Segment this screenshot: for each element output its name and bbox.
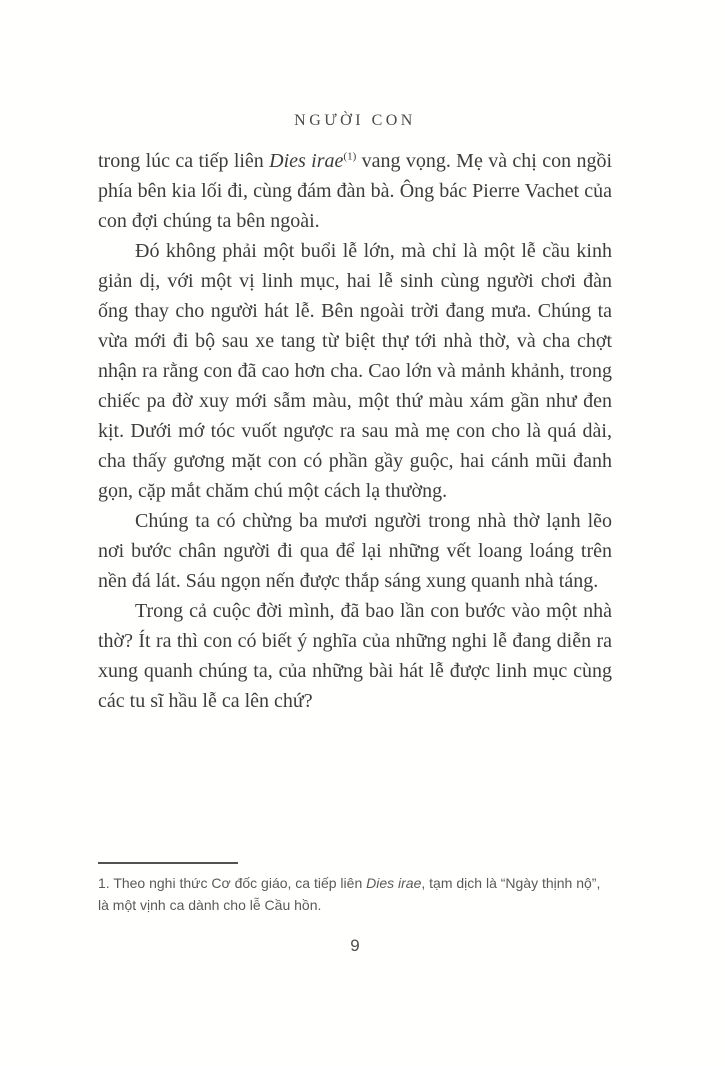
footnote-divider xyxy=(98,862,238,864)
body-text xyxy=(98,146,612,716)
footnote-text xyxy=(98,873,612,916)
paragraph: Đó không phải một buổi lễ lớn, mà chỉ là một lễ cầu kinh giản dị, với một vị linh mục, hai lễ sinh cùng người chơi đàn ống thay cho người hát lễ. Bên ngoài trời đang mưa. Chúng ta vừa mới đi bộ sau xe tang từ biệt thự tới nhà thờ, và cha chợt nhận ra rằng con đã cao hơn cha. Cao lớn và mảnh khảnh, trong chiếc pa đờ xuy mới sẫm màu, một thứ màu xám gần như đen kịt. Dưới mớ tóc vuốt ngược ra sau mà mẹ con cho là quá dài, cha thấy gương mặt con có phần gầy guộc, hai cánh mũi đanh gọn, cặp mắt chăm chú một cách lạ thường. xyxy=(98,240,612,502)
paragraph: Trong cả cuộc đời mình, đã bao lần con bước vào một nhà thờ? Ít ra thì con có biết ý nghĩa của những nghi lễ đang diễn ra xung quanh chúng ta, của những bài hát lễ được linh mục cùng các tu sĩ hầu lễ ca lên chứ? xyxy=(98,600,612,712)
page-number: 9 xyxy=(350,936,360,955)
paragraph-text: trong lúc ca tiếp liên xyxy=(98,150,270,172)
italic-latin-title: Dies irae xyxy=(269,150,344,172)
footnote-marker: (1) xyxy=(343,150,357,163)
paragraph xyxy=(98,146,612,236)
footnote-section xyxy=(98,862,612,916)
footnote-italic-title: Dies irae xyxy=(366,875,422,891)
paragraph: Chúng ta có chừng ba mươi người trong nhà thờ lạnh lẽo nơi bước chân người đi qua để lại những vết loang loáng trên nền đá lát. Sáu ngọn nến được thắp sáng xung quanh nhà táng. xyxy=(98,510,612,592)
paragraph-text: vang vọng. Mẹ và chị con ngồi phía bên kia lối đi, cùng đám đàn bà. Ông bác Pierre Vachet của con đợi chúng ta bên ngoài. xyxy=(98,150,612,232)
footnote-segment: 1. Theo nghi thức Cơ đốc giáo, ca tiếp liên xyxy=(98,875,367,891)
footnote-segment: , tạm dịch là “Ngày thịnh nộ”, là một vịnh ca dành cho lễ Cầu hồn. xyxy=(98,875,601,913)
running-header: NGƯỜI CON xyxy=(294,112,416,129)
